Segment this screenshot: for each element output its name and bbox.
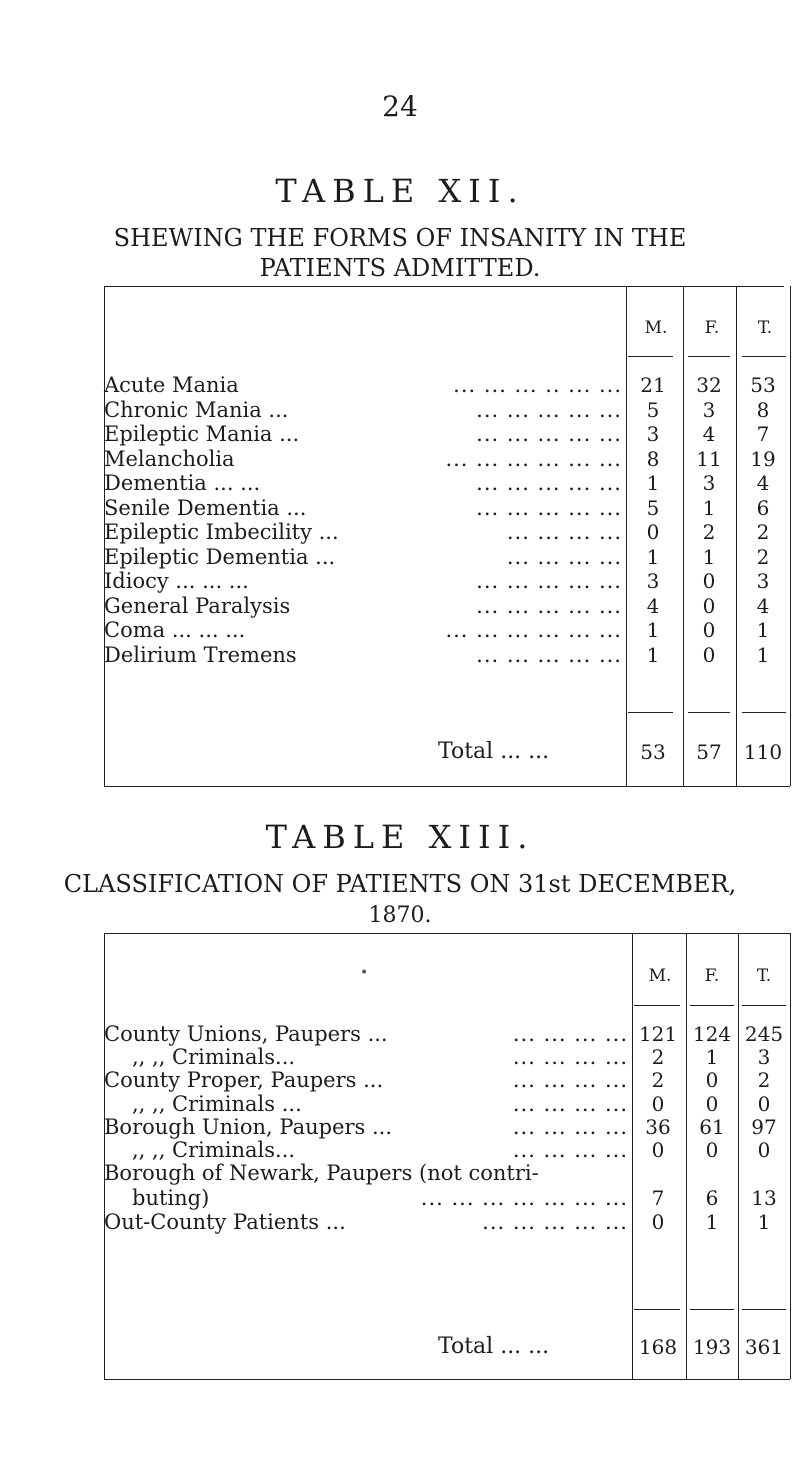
table-xiii-title: TABLE XIII. (265, 818, 535, 856)
table-xiii-col-f: F. (704, 966, 720, 986)
row-label: Delirium Tremens (104, 642, 297, 667)
row-value-f: 1 (705, 1045, 719, 1070)
row-leader-dots: ... ... ... ... ... ... ... (420, 1186, 628, 1211)
row-value-f: 3 (702, 471, 716, 495)
row-leader-dots: ... ... ... ... (512, 1114, 628, 1139)
row-leader-dots: ... ... ... ... ... (476, 593, 622, 618)
table-xiii-subtitle-line1: CLASSIFICATION OF PATIENTS ON 31st DECEMBER, (63, 870, 737, 898)
row-leader-dots: ... ... ... ... ... (476, 422, 622, 446)
table-xiii-total-t: 361 (744, 1335, 784, 1359)
row-value-f: 0 (702, 593, 716, 618)
row-value-f: 0 (705, 1138, 719, 1162)
row-value-t: 1 (756, 618, 770, 642)
table-xii-total-f: 57 (696, 740, 722, 764)
row-value-m: 5 (646, 397, 660, 422)
row-label: Borough Union, Paupers ... (104, 1114, 393, 1139)
row-value-t: 8 (756, 397, 770, 422)
row-label: ,, ,, Criminals... (132, 1045, 296, 1070)
row-value-t: 0 (757, 1091, 771, 1116)
row-label: Senile Dementia ... (104, 495, 307, 520)
table-xiii-subtitle-line2: 1870. (368, 903, 432, 928)
row-value-m: 21 (640, 373, 666, 397)
row-value-m: 0 (646, 520, 660, 544)
table-row (0, 1115, 800, 1139)
row-value-t: 6 (756, 495, 770, 520)
table-row (0, 1186, 800, 1210)
row-value-m: 2 (651, 1045, 665, 1070)
row-value-f: 6 (705, 1186, 719, 1211)
table-xii-subtitle-line1: SHEWING THE FORMS OF INSANITY IN THE (113, 224, 687, 252)
row-value-m: 0 (651, 1091, 665, 1116)
row-value-f: 1 (702, 544, 716, 569)
table-xiii-col-t: T. (756, 966, 772, 986)
row-value-m: 5 (646, 495, 660, 520)
table-row (0, 1022, 800, 1046)
row-leader-dots: ... ... ... ... ... (476, 471, 622, 495)
row-label: Epileptic Imbecility ... (104, 520, 339, 544)
table-xiii-top-rule (104, 933, 790, 934)
row-label: Epileptic Mania ... (104, 422, 300, 446)
row-value-m: 1 (646, 544, 660, 569)
row-label: buting) (132, 1186, 210, 1211)
table-row (0, 1161, 800, 1185)
table-row (0, 1138, 800, 1162)
row-value-t: 3 (756, 569, 770, 593)
row-leader-dots: ... ... ... ... ... (482, 1209, 628, 1234)
row-value-t: 1 (757, 1209, 771, 1234)
row-label: ,, ,, Criminals ... (132, 1091, 302, 1116)
table-xii-col-t: T. (757, 318, 773, 338)
row-leader-dots: ... ... ... ... (512, 1138, 628, 1162)
row-value-t: 13 (751, 1186, 777, 1211)
row-value-f: 0 (702, 618, 716, 642)
table-xiii-total-rule (634, 1309, 680, 1310)
row-value-t: 2 (757, 1068, 771, 1093)
row-leader-dots: ... ... ... ... (512, 1022, 628, 1046)
row-value-f: 0 (705, 1091, 719, 1116)
page-number: 24 (382, 90, 418, 123)
row-label: Melancholia (104, 446, 235, 471)
row-label: Epileptic Dementia ... (104, 544, 336, 569)
row-value-f: 2 (702, 520, 716, 544)
row-leader-dots: ... ... ... ... ... (476, 642, 622, 667)
row-value-m: 3 (646, 569, 660, 593)
row-leader-dots: ... ... ... .. ... ... (453, 373, 622, 397)
row-value-m: 8 (646, 446, 660, 471)
row-leader-dots: ... ... ... ... (506, 520, 622, 544)
row-value-t: 7 (756, 422, 770, 446)
row-value-t: 2 (756, 520, 770, 544)
row-value-f: 1 (702, 495, 716, 520)
row-value-t: 245 (744, 1022, 784, 1046)
table-xii-total-t: 110 (743, 740, 783, 764)
row-value-m: 1 (646, 618, 660, 642)
row-value-f: 4 (702, 422, 716, 446)
table-xiii-total-m: 168 (638, 1335, 678, 1359)
table-xii-col-f: F. (704, 318, 720, 338)
row-value-t: 0 (757, 1138, 771, 1162)
table-xiii-header-mark: • (360, 965, 369, 981)
row-value-t: 1 (756, 642, 770, 667)
row-value-t: 97 (751, 1114, 777, 1139)
table-xii-total-m: 53 (640, 740, 666, 764)
row-value-f: 32 (696, 373, 722, 397)
row-label: Borough of Newark, Paupers (not contri- (104, 1161, 539, 1186)
row-value-f: 0 (705, 1068, 719, 1093)
row-leader-dots: ... ... ... ... ... ... (445, 446, 622, 471)
row-label: Out-County Patients ... (104, 1209, 346, 1234)
row-leader-dots: ... ... ... ... ... ... (445, 618, 622, 642)
row-label: Dementia ... ... (104, 471, 261, 495)
row-leader-dots: ... ... ... ... ... (476, 397, 622, 422)
row-value-m: 4 (646, 593, 660, 618)
table-xii-subtitle-line2: PATIENTS ADMITTED. (259, 254, 541, 282)
table-row (0, 1045, 800, 1069)
row-label: County Proper, Paupers ... (104, 1068, 384, 1093)
table-xii-total-label: Total ... ... (438, 739, 550, 764)
table-xiii-header-rule (690, 1005, 734, 1006)
table-row (0, 1068, 800, 1092)
table-xii-col-m: M. (644, 318, 668, 338)
row-leader-dots: ... ... ... ... ... (476, 495, 622, 520)
row-value-t: 53 (750, 373, 776, 397)
row-value-f: 0 (702, 642, 716, 667)
table-row (0, 1092, 800, 1116)
row-label: ,, ,, Criminals... (132, 1138, 296, 1162)
row-value-m: 0 (651, 1209, 665, 1234)
row-value-f: 61 (699, 1114, 725, 1139)
table-xiii-header-rule (742, 1005, 786, 1006)
table-xiii-header-rule (634, 1005, 680, 1006)
table-xiii-total-f: 193 (692, 1335, 732, 1359)
row-value-t: 2 (756, 544, 770, 569)
row-value-t: 4 (756, 593, 770, 618)
row-label: County Unions, Paupers ... (104, 1022, 388, 1046)
row-value-m: 1 (646, 471, 660, 495)
row-value-f: 3 (702, 397, 716, 422)
row-value-m: 0 (651, 1138, 665, 1162)
row-value-t: 4 (756, 471, 770, 495)
row-value-f: 11 (696, 446, 722, 471)
row-value-m: 121 (638, 1022, 678, 1046)
row-value-t: 19 (750, 446, 776, 471)
table-xiii-col-m: M. (648, 966, 672, 986)
row-label: Idiocy ... ... ... (104, 569, 249, 593)
row-value-f: 0 (702, 569, 716, 593)
row-label: Acute Mania (104, 373, 239, 397)
table-xiii-total-label: Total ... ... (438, 1334, 550, 1359)
row-value-m: 1 (646, 642, 660, 667)
row-value-t: 3 (757, 1045, 771, 1070)
row-leader-dots: ... ... ... ... (512, 1045, 628, 1070)
row-label: General Paralysis (104, 593, 291, 618)
table-xii-title: TABLE XII. (275, 172, 525, 210)
row-leader-dots: ... ... ... ... (512, 1068, 628, 1093)
row-leader-dots: ... ... ... ... ... (476, 569, 622, 593)
table-xiii-total-rule (690, 1309, 734, 1310)
row-value-f: 124 (692, 1022, 732, 1046)
row-leader-dots: ... ... ... ... (506, 544, 622, 569)
row-value-f: 1 (705, 1209, 719, 1234)
row-value-m: 36 (645, 1114, 671, 1139)
row-leader-dots: ... ... ... ... (512, 1091, 628, 1116)
row-label: Chronic Mania ... (104, 397, 289, 422)
table-xiii-bottom-rule (104, 1379, 790, 1380)
table-xiii-total-rule (742, 1309, 786, 1310)
row-value-m: 3 (646, 422, 660, 446)
row-value-m: 7 (651, 1186, 665, 1211)
table-row (0, 1210, 800, 1234)
row-label: Coma ... ... ... (104, 618, 246, 642)
row-value-m: 2 (651, 1068, 665, 1093)
